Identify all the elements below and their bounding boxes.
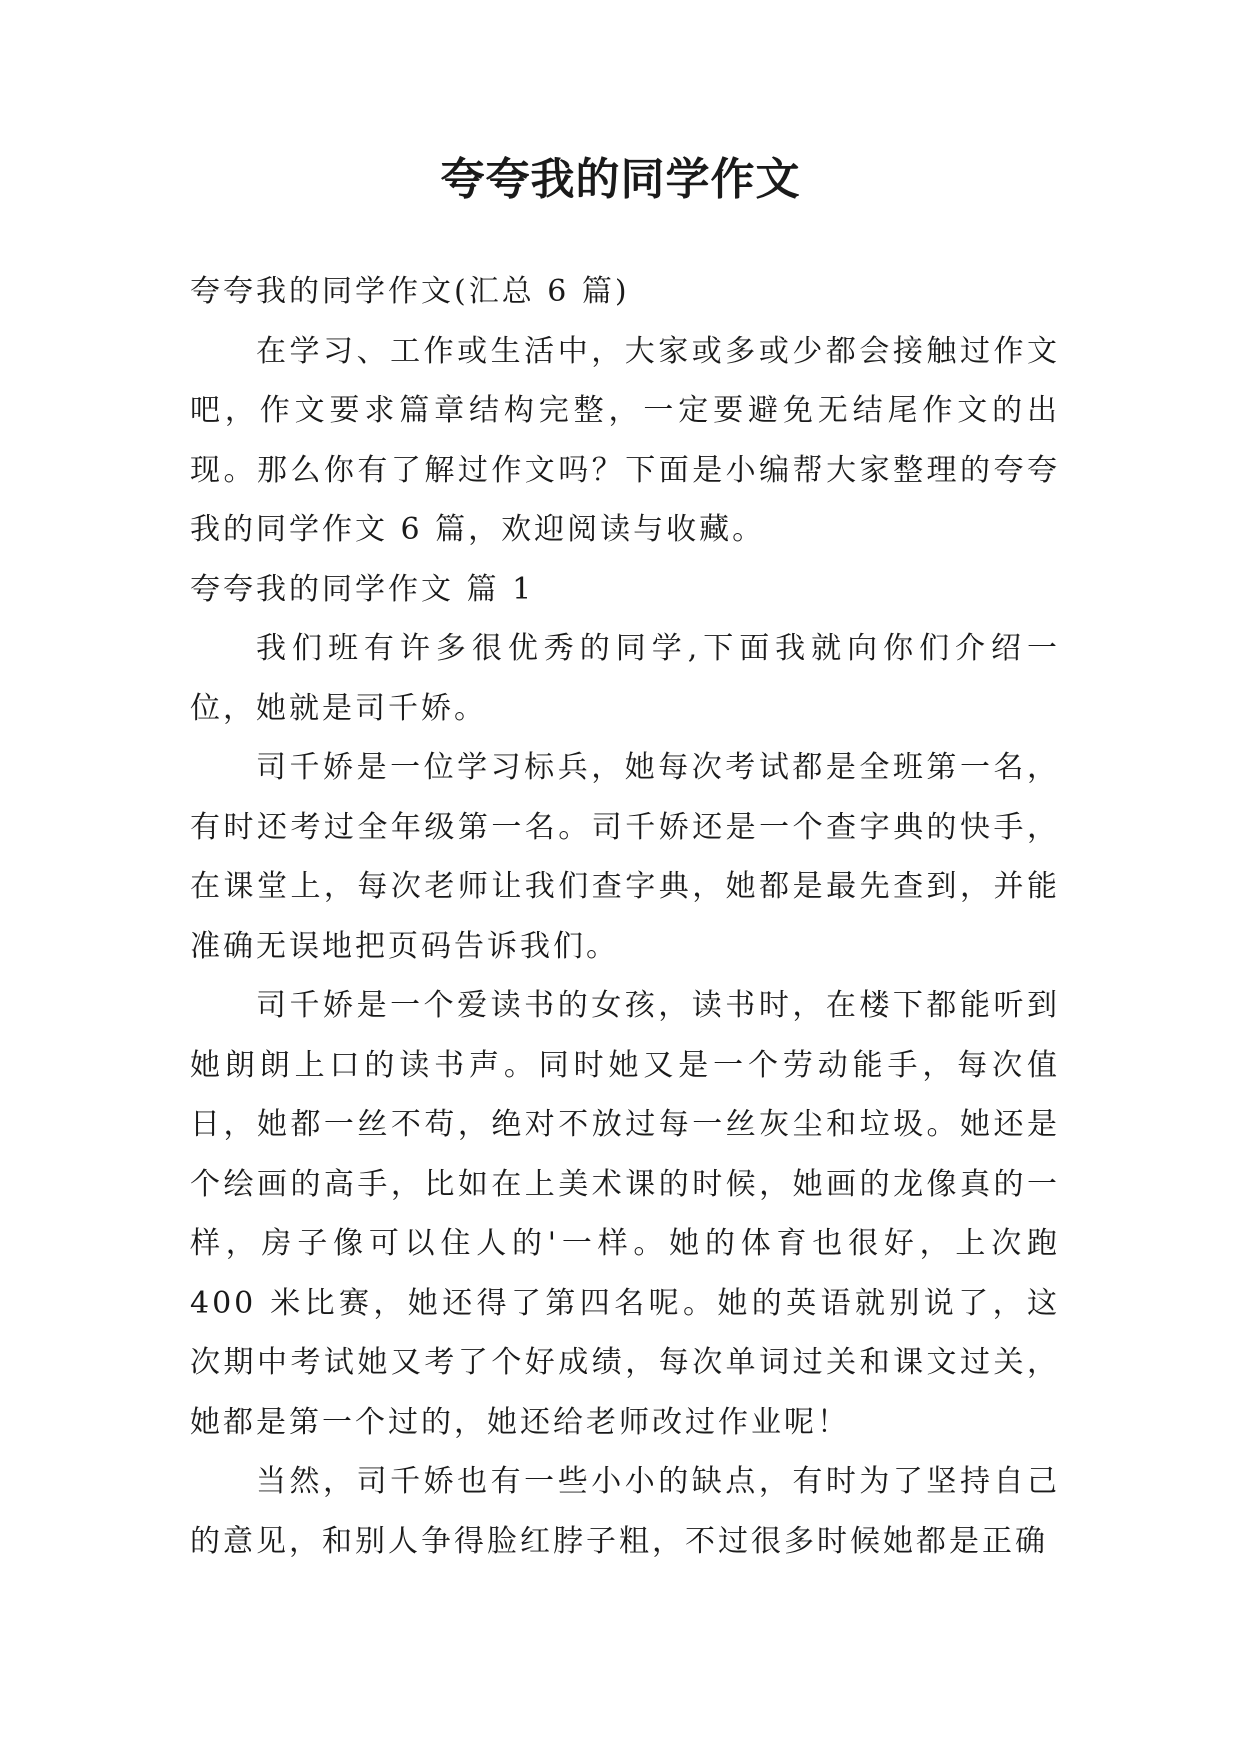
body-paragraph: 司千娇是一位学习标兵，她每次考试都是全班第一名，有时还考过全年级第一名。司千娇还是一个查字典的快手，在课堂上，每次老师让我们查字典，她都是最先查到，并能准确无误地把页码告诉我们。 <box>190 750 1060 964</box>
body-paragraph: 司千娇是一个爱读书的女孩，读书时，在楼下都能听到她朗朗上口的读书声。同时她又是一个劳动能手，每次值日，她都一丝不苟，绝对不放过每一丝灰尘和垃圾。她还是个绘画的高手，比如在上美术课的时候，她画的龙像真的一样，房子像可以住人的'一样。她的体育也很好，上次跑 400 米比赛，她还得了第四名呢。她的英语就别说了，这次期中考试她又考了个好成绩，每次单词过关和课文过关，她都是第一个过的，她还给老师改过作业呢！ <box>190 988 1060 1440</box>
document-subtitle: 夸夸我的同学作文(汇总 6 篇) <box>190 274 630 309</box>
document-title: 夸夸我的同学作文 <box>440 154 801 205</box>
intro-paragraph: 在学习、工作或生活中，大家或多或少都会接触过作文吧，作文要求篇章结构完整，一定要避免无结尾作文的出现。那么你有了解过作文吗？下面是小编帮大家整理的夸夸我的同学作文 6 篇，欢迎阅读与收藏。 <box>190 333 1060 547</box>
body-paragraph: 当然，司千娇也有一些小小的缺点，有时为了坚持自己的意见，和别人争得脸红脖子粗，不过很多时候她都是正确 <box>190 1464 1060 1559</box>
section-heading: 夸夸我的同学作文 篇 1 <box>190 571 535 607</box>
document-body <box>190 262 1060 1571</box>
body-paragraph: 我们班有许多很优秀的同学,下面我就向你们介绍一位，她就是司千娇。 <box>190 631 1060 726</box>
